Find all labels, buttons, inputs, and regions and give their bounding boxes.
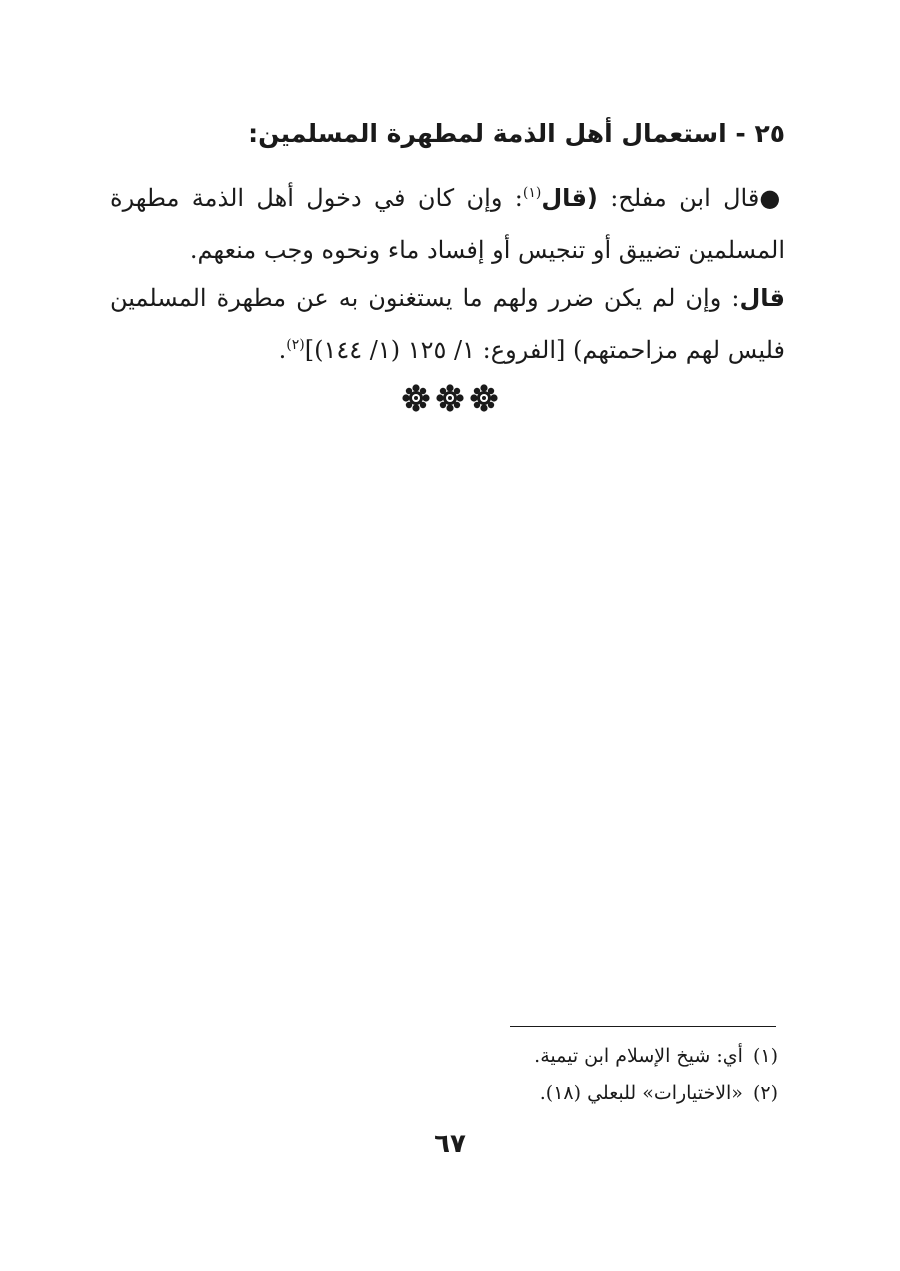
footnote-1 bbox=[278, 1041, 778, 1071]
section-divider-ornaments bbox=[0, 384, 900, 418]
footnote-text: «الاختيارات» للبعلي (١٨). bbox=[539, 1082, 743, 1104]
qal-label: قال bbox=[739, 284, 785, 312]
paragraph-2-body: : وإن لم يكن ضرر ولهم ما يستغنون به عن مطهرة المسلمين فليس لهم مزاحمتهم) [الفروع: ١/ ١٢٥ (١/ ١٤٤)] bbox=[110, 284, 785, 364]
paragraph-1-body: : وإن كان في دخول أهل الذمة مطهرة المسلمين تضييق أو تنجيس أو إفساد ماء ونحوه وجب منعهم. bbox=[110, 184, 785, 264]
qal-label: (قال bbox=[541, 184, 598, 212]
page-number: ٦٧ bbox=[434, 1129, 466, 1159]
paragraph-2-end: . bbox=[278, 336, 287, 364]
footnote-number: (١) bbox=[752, 1045, 778, 1067]
section-heading bbox=[105, 112, 785, 156]
section-number: ٢٥ bbox=[754, 119, 785, 148]
bullet: ● bbox=[759, 184, 785, 212]
footnote-ref-2[interactable]: (٢) bbox=[286, 337, 305, 353]
section-dash: - bbox=[726, 119, 755, 148]
footnote-number: (٢) bbox=[752, 1082, 778, 1104]
footnote-separator bbox=[510, 1026, 776, 1027]
flower-ornament-icon bbox=[402, 384, 430, 412]
footnote-text: أي: شيخ الإسلام ابن تيمية. bbox=[534, 1045, 743, 1067]
footnote-2 bbox=[278, 1078, 778, 1108]
flower-ornament-icon bbox=[436, 384, 464, 412]
paragraph-1 bbox=[110, 172, 785, 276]
footnote-ref-1[interactable]: (١) bbox=[522, 185, 542, 201]
section-title: استعمال أهل الذمة لمطهرة المسلمين: bbox=[248, 119, 727, 148]
paragraph-1-intro: قال ابن مفلح: bbox=[597, 184, 760, 212]
flower-ornament-icon bbox=[470, 384, 498, 412]
paragraph-2 bbox=[110, 272, 785, 376]
